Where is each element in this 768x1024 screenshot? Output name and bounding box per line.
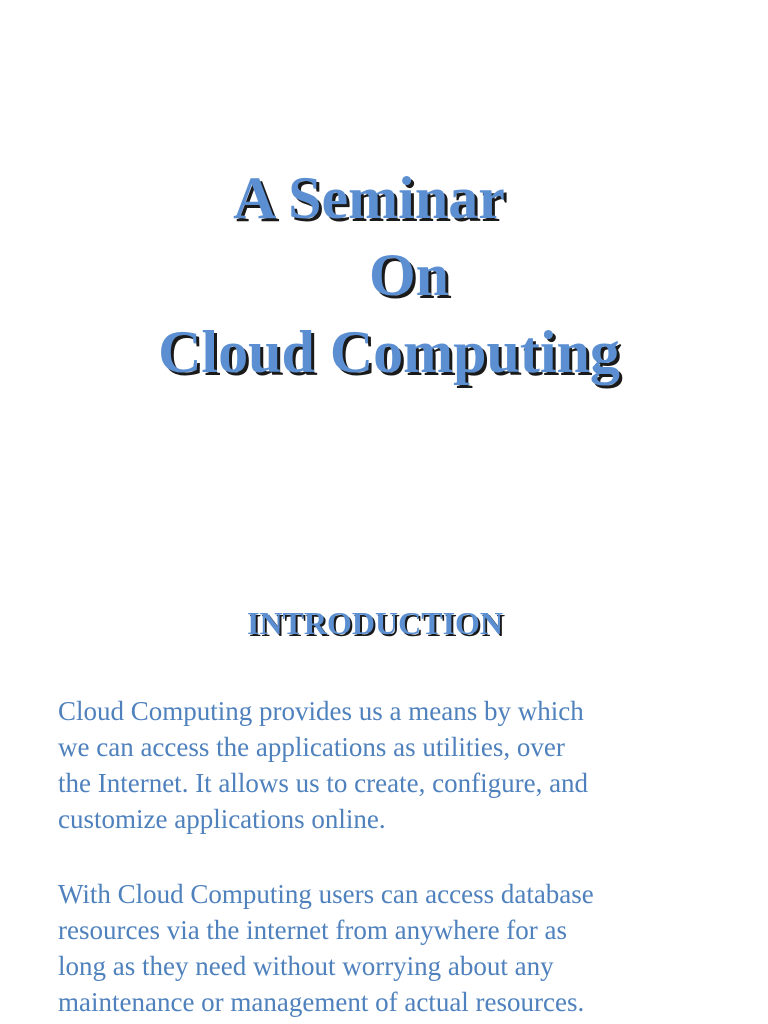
paragraph-line: resources via the internet from anywhere for as [58,915,568,945]
intro-paragraph-1 [58,693,738,837]
title-line-1: A Seminar [233,165,505,231]
paragraph-line: maintenance or management of actual resources. [58,987,585,1017]
paragraph-line: With Cloud Computing users can access database [58,879,594,909]
paragraph-line: the Internet. It allows us to create, configure, and [58,768,589,798]
intro-paragraph-2 [58,876,738,1020]
paragraph-line: long as they need without worrying about any [58,951,554,981]
title-block [0,160,768,391]
title-line-2: On [368,242,450,308]
paragraph-line: Cloud Computing provides us a means by which [58,696,584,726]
paragraph-line: customize applications online. [58,804,386,834]
paragraph-line: we can access the applications as utilities, over [58,732,565,762]
section-heading: INTRODUCTION [246,605,504,641]
title-line-3: Cloud Computing [158,319,620,385]
